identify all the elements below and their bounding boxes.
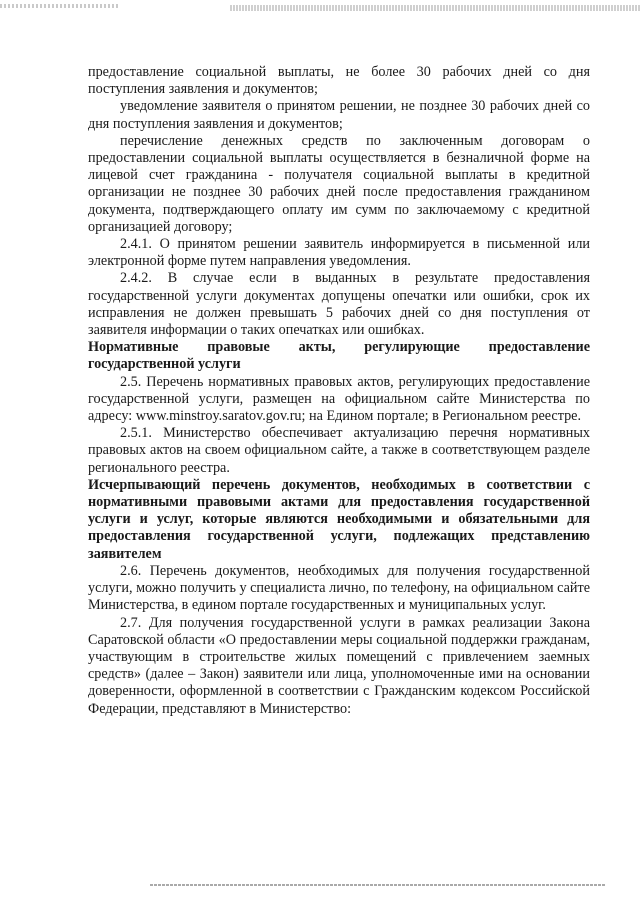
paragraph: 2.5.1. Министерство обеспечивает актуализацию перечня нормативных правовых актов на своем официальном сайте, а также в соответствующем разделе регионального реестра. [88,425,590,476]
scan-artifact-top-left [0,4,120,8]
paragraph: 2.4.1. О принятом решении заявитель информируется в письменной или электронной форме путем направления уведомления. [88,236,590,270]
section-heading: Нормативные правовые акты, регулирующие предоставление государственной услуги [88,339,590,373]
paragraph: 2.7. Для получения государственной услуги в рамках реализации Закона Саратовской области «О предоставлении меры социальной поддержки гражданам, участвующим в строительстве жилых помещений с привлечением заемных средств» (далее – Закон) заявители или лица, уполномоченные ими на основании доверенности, оформленной в соответствии с Гражданским кодексом Российской Федерации, представляют в Министерство: [88,614,590,717]
scan-artifact-bottom [150,884,605,886]
paragraph: перечисление денежных средств по заключенным договорам о предоставлении социальной выплаты осуществляется в безналичной форме на лицевой счет гражданина - получателя социальной выплаты в кредитной организации не позднее 30 рабочих дней после предоставления гражданином документа, подтверждающего оплату им сумм по заключаемому с кредитной организацией договору; [88,132,590,235]
section-heading: Исчерпывающий перечень документов, необходимых в соответствии с нормативными правовыми актами для предоставления государственной услуги и услуг, которые являются необходимыми и обязательными для предоставления государственной услуги, подлежащих представлению заявителем [88,476,590,562]
scan-artifact-top-right [230,5,640,11]
document-body [88,64,590,718]
paragraph: 2.4.2. В случае если в выданных в результате предоставления государственной услуги документах допущены опечатки или ошибки, срок их исправления не должен превышать 5 рабочих дней со дня поступления от заявителя информации о таких опечатках или ошибках. [88,270,590,339]
paragraph: уведомление заявителя о принятом решении, не позднее 30 рабочих дней со дня поступления заявления и документов; [88,98,590,132]
paragraph: предоставление социальной выплаты, не более 30 рабочих дней со дня поступления заявления и документов; [88,64,590,98]
paragraph: 2.5. Перечень нормативных правовых актов, регулирующих предоставление государственной услуги, размещен на официальном сайте Министерства по адресу: www.minstroy.saratov.gov.ru; на Едином портале; в Региональном реестре. [88,373,590,425]
paragraph: 2.6. Перечень документов, необходимых для получения государственной услуги, можно получить у специалиста лично, по телефону, на официальном сайте Министерства, в едином портале государственных и муниципальных услуг. [88,562,590,614]
